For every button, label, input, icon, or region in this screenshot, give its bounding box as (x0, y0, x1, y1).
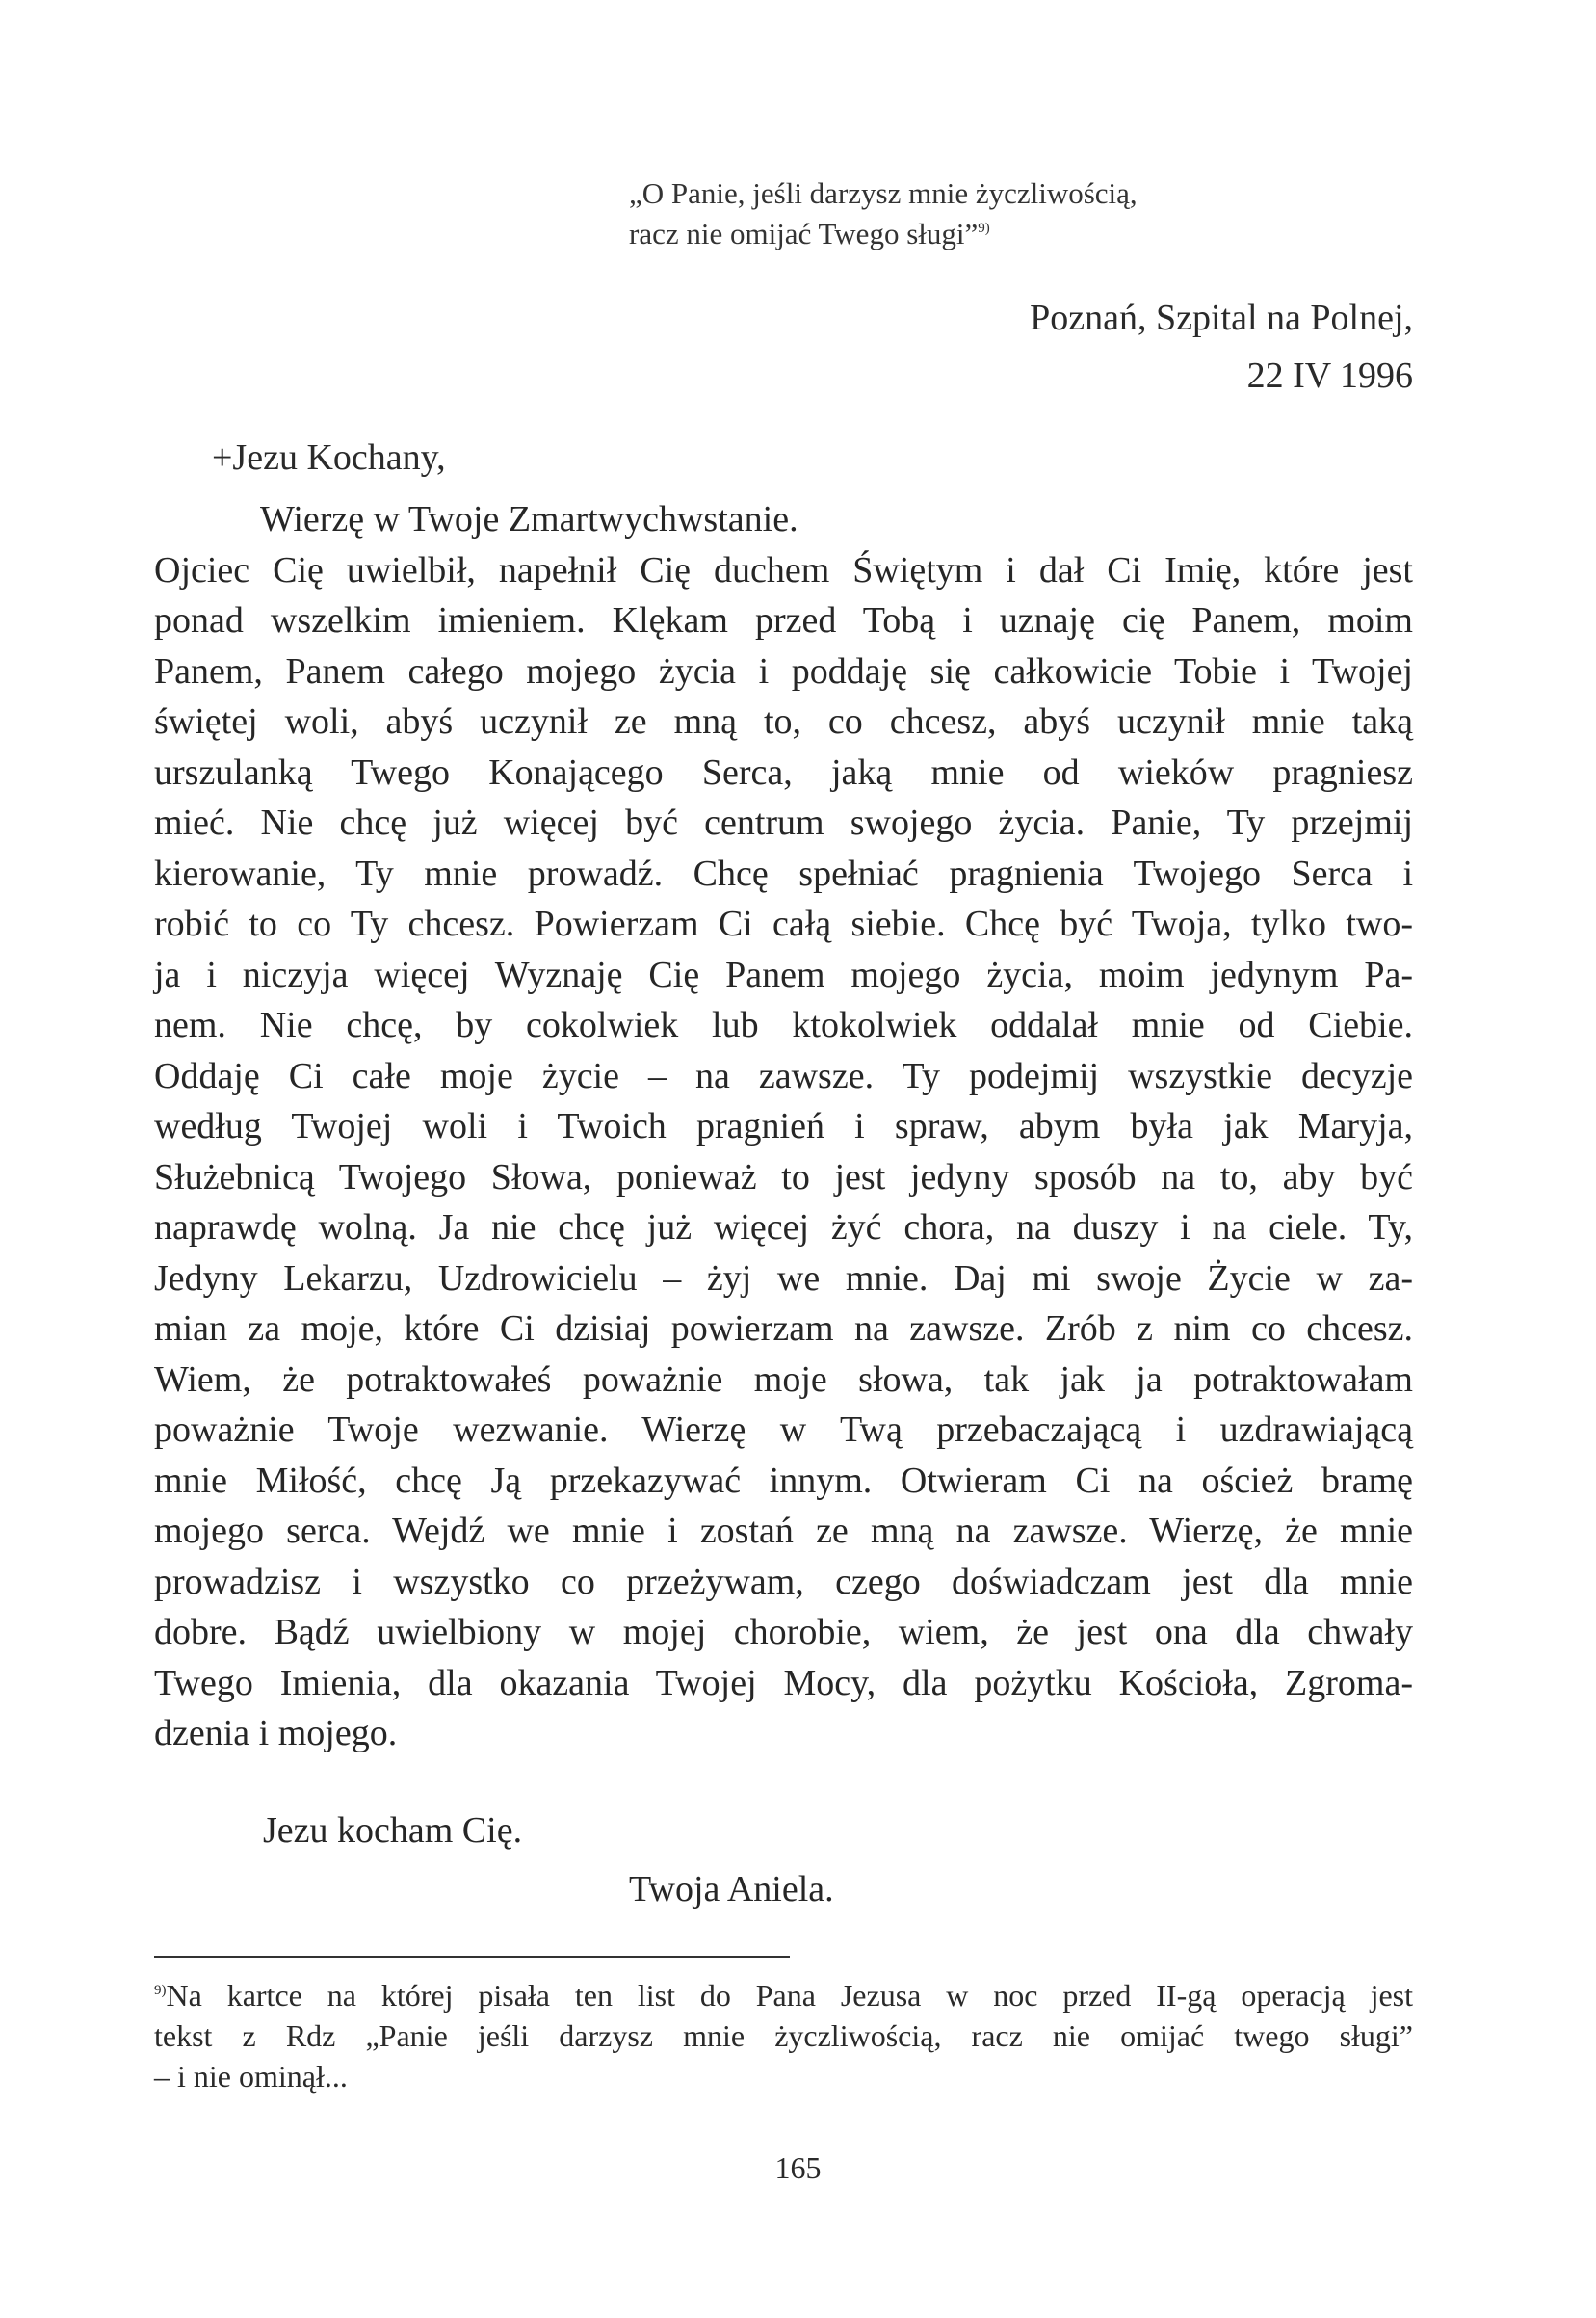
body-line: naprawdę wolną. Ja nie chcę już więcej żyć chora, na duszy i na ciele. Ty, (154, 1207, 1413, 1248)
footnote-line-2: tekst z Rdz „Panie jeśli darzysz mnie życzliwością, racz nie omijać twego sługi” (154, 2018, 1413, 2053)
body-line: dzenia i mojego. (154, 1713, 398, 1753)
body-line: dobre. Bądź uwielbiony w mojej chorobie, wiem, że jest ona dla chwały (154, 1612, 1413, 1652)
footnote-marker: 9) (154, 1983, 167, 1998)
body-line: Oddaję Ci całe moje życie – na zawsze. Ty podejmij wszystkie decyzje (154, 1055, 1413, 1096)
body-line: Twego Imienia, dla okazania Twojej Mocy, dla pożytku Kościoła, Zgroma- (154, 1662, 1413, 1703)
epigraph-line-2-text: racz nie omijać Twego sługi” (629, 217, 979, 250)
epigraph-line-1: „O Panie, jeśli darzysz mnie życzliwością, (629, 176, 1138, 210)
page-number: 165 (774, 2150, 822, 2185)
salutation: +Jezu Kochany, (212, 437, 446, 478)
epigraph-footnote-marker: 9) (978, 221, 990, 236)
letter-body (154, 494, 1413, 1759)
body-line: mieć. Nie chcę już więcej być centrum swojego życia. Panie, Ty przejmij (154, 803, 1413, 843)
body-line: prowadzisz i wszystko co przeżywam, czego doświadczam jest dla mnie (154, 1561, 1413, 1602)
body-line: Jedyny Lekarzu, Uzdrowicielu – żyj we mnie. Daj mi swoje Życie w za- (154, 1257, 1413, 1299)
place-date-header (1030, 289, 1413, 405)
body-line: Wiem, że potraktowałeś poważnie moje słowa, tak jak ja potraktowałam (154, 1358, 1413, 1400)
body-line: według Twojej woli i Twoich pragnień i spraw, abym była jak Maryja, (154, 1106, 1413, 1146)
place-line: Poznań, Szpital na Polnej, (1030, 298, 1413, 338)
footnote-divider (154, 1956, 790, 1958)
footnote (154, 1975, 1413, 2096)
body-line: urszulanką Twego Konającego Serca, jaką mnie od wieków pragniesz (154, 751, 1413, 793)
body-line: mian za moje, które Ci dzisiaj powierzam na zawsze. Zrób z nim co chcesz. (154, 1308, 1413, 1349)
body-line: poważnie Twoje wezwanie. Wierzę w Twą przebaczającą i uzdrawiającą (154, 1409, 1413, 1450)
body-line: mnie Miłość, chcę Ją przekazywać innym. Otwieram Ci na oścież bramę (154, 1460, 1413, 1501)
body-line: kierowanie, Ty mnie prowadź. Chcę spełniać pragnienia Twojego Serca i (154, 853, 1413, 894)
signature: Twoja Aniela. (629, 1869, 834, 1910)
body-line: Panem, Panem całego mojego życia i poddaję się całkowicie Tobie i Twojej (154, 650, 1413, 692)
footnote-line-1-text: Na kartce na której pisała ten list do Pana Jezusa w noc przed II-gą operacją jest (166, 1978, 1413, 2013)
body-line: świętej woli, abyś uczynił ze mną to, co chcesz, abyś uczynił mnie taką (154, 701, 1413, 742)
body-line: Ojciec Cię uwielbił, napełnił Cię duchem Świętym i dał Ci Imię, które jest (154, 549, 1413, 591)
body-line: Służebnicą Twojego Słowa, ponieważ to jest jedyny sposób na to, aby być (154, 1156, 1413, 1198)
footnote-line-1 (154, 1975, 1413, 2015)
date-line: 22 IV 1996 (1246, 356, 1413, 396)
closing-line: Jezu kocham Cię. (263, 1810, 523, 1851)
epigraph-line-2 (629, 214, 1138, 254)
body-line: robić to co Ty chcesz. Powierzam Ci całą siebie. Chcę być Twoja, tylko two- (154, 904, 1413, 944)
body-line: ponad wszelkim imieniem. Klękam przed Tobą i uznaję cię Panem, moim (154, 600, 1413, 641)
epigraph (629, 173, 1138, 254)
body-line: nem. Nie chcę, by cokolwiek lub ktokolwiek oddalał mnie od Ciebie. (154, 1005, 1413, 1045)
body-line: mojego serca. Wejdź we mnie i zostań ze mną na zawsze. Wierzę, że mnie (154, 1511, 1413, 1551)
body-line: ja i niczyja więcej Wyznaję Cię Panem mojego życia, moim jedynym Pa- (154, 954, 1413, 995)
body-line: Wierzę w Twoje Zmartwychwstanie. (260, 499, 798, 540)
footnote-line-3: – i nie ominął... (154, 2059, 348, 2094)
